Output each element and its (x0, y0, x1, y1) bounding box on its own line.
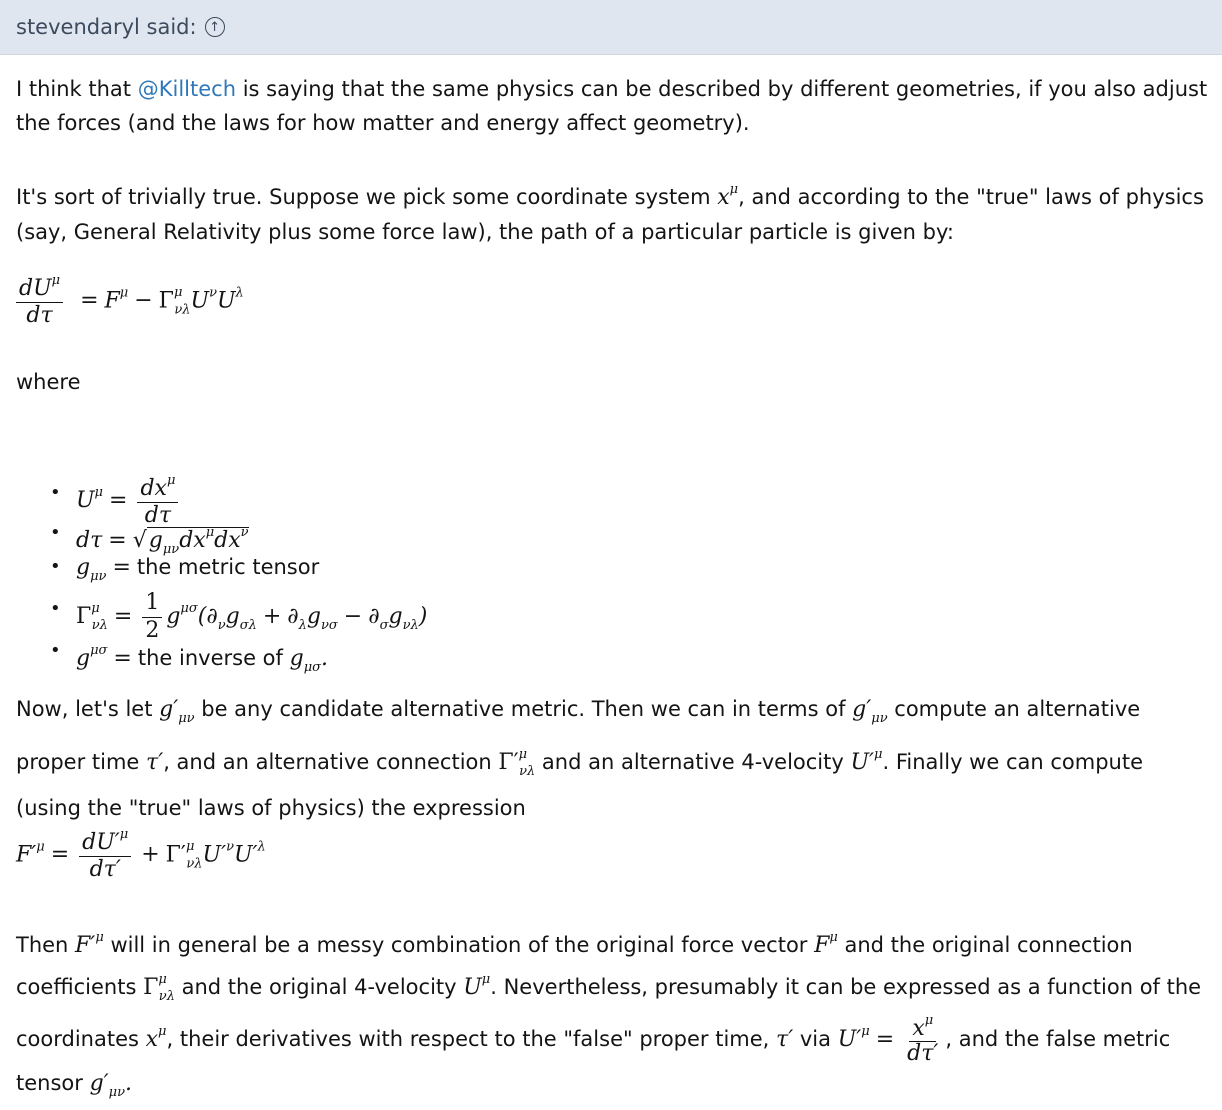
paragraph-2: It's sort of trivially true. Suppose we pick some coordinate system $x^\mu$, and according to the "true" laws of physics (say, General Relativity plus some force law), the path of a particular particle is given by: (16, 182, 1204, 244)
quote-header (0, 0, 1222, 55)
where-label: where (16, 370, 81, 394)
list-item: • $U^\mu$ = $\frac{dx^\mu}{d\tau}$ (50, 470, 427, 516)
list-item: • $g^{\mu\sigma}$ = the inverse of $g_{\mu\sigma}$. (50, 634, 427, 668)
quote-author: stevendaryl said: (16, 15, 197, 39)
list-item: • $g_{\mu\nu}$ = the metric tensor (50, 550, 427, 584)
paragraph-3: Now, let's let $g'_{\mu\nu}$ be any candidate alternative metric. Then we can in terms of $g'_{\mu\nu}$ compute an alternative proper time τ′, and an alternative connection $\Gamma'^\mu_{\nu\lambda}$ and an alternative 4-velocity $U'^\mu$. Finally we can compute (using the "true" laws of physics) the expression (16, 697, 1143, 820)
math-x-mu: $x^\mu$ (717, 182, 739, 210)
list-item: • $\Gamma^\mu_{\nu\lambda}$ = $\frac{1}{2}$ $g^{\mu\sigma}(\partial_\nu g_{\sigma\lambda} + \partial_\lambda g_{\nu\sigma} - \partial_\sigma g_{\nu\lambda})$ (50, 584, 427, 634)
user-mention-link[interactable]: @Killtech (137, 77, 237, 101)
equation-2: $F'^\mu$ = $\frac{dU'^\mu}{d\tau'}$ + $\Gamma'^\mu_{\nu\lambda}U'^\nu U'^\lambda$ (16, 827, 266, 883)
paragraph-1: I think that @Killtech is saying that the same physics can be described by different geometries, if you also adjust the forces (and the laws for how matter and energy affect geometry). (16, 77, 1208, 135)
list-item: • $d\tau = √g_{\mu\nu}dx^\mu dx^\nu$ (50, 516, 427, 550)
paragraph-4: Then $F'^\mu$ will in general be a messy combination of the original force vector $F^\mu$ and the original connection coefficients $\Gamma^\mu_{\nu\lambda}$ and the original 4-velocity $U^\mu$. Nevertheless, presumably it can be expressed as a function of the coordinates $x^\mu$, their derivatives with respect to the "false" proper time, τ′ via $U'^\mu$ = $\frac{x^\mu}{d\tau'}$ , and the false metric tensor $g'_{\mu\nu}$. (16, 930, 1202, 1101)
definitions-list (50, 470, 428, 675)
equation-1: $\frac{dU^\mu}{d\tau}$ = $F^\mu - \Gamma^\mu_{\nu\lambda}U^\nu U^\lambda$ (16, 273, 1214, 330)
arrow-up-circle-icon[interactable]: ↑ (205, 17, 225, 37)
